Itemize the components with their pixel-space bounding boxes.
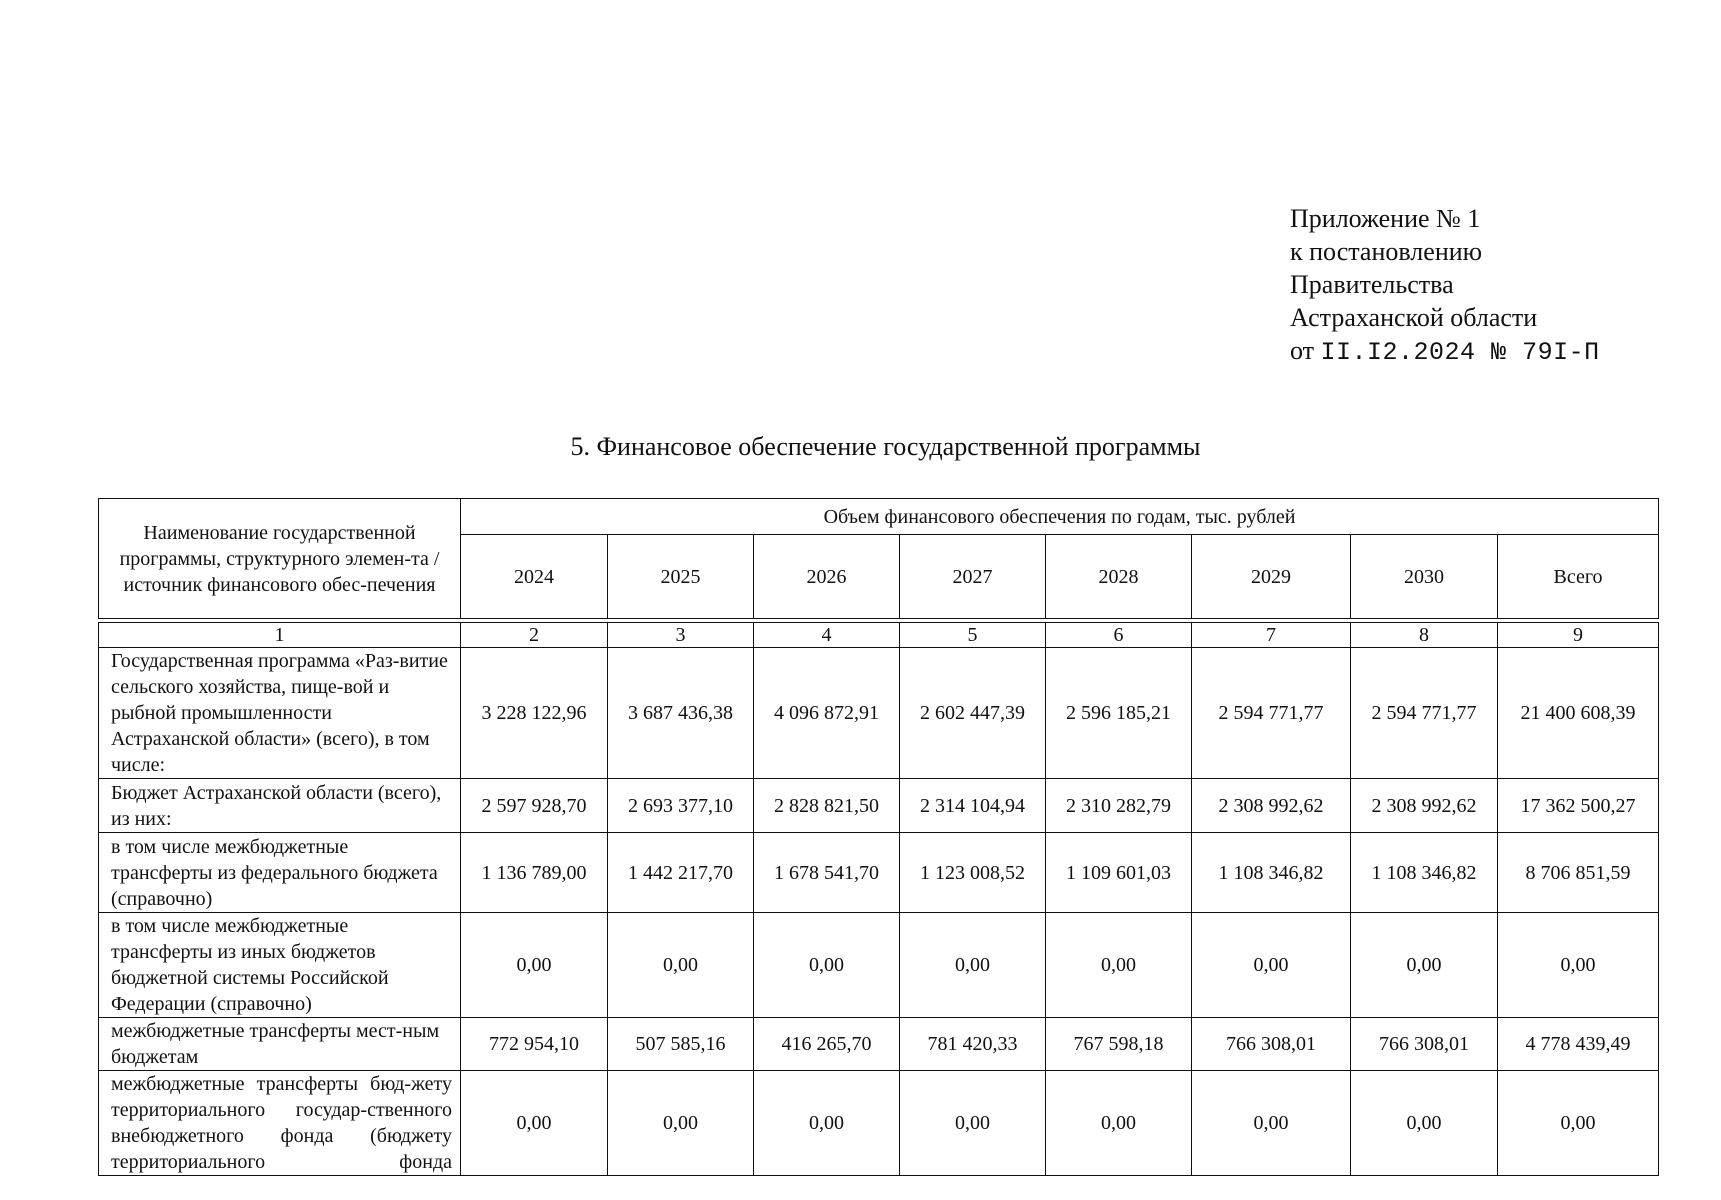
index-cell: 3 <box>608 623 754 648</box>
table-row <box>99 1071 1659 1176</box>
value-cell: 1 136 789,00 <box>461 833 608 913</box>
row-name: в том числе межбюджетные трансферты из федерального бюджета (справочно) <box>99 833 461 913</box>
value-cell: 2 693 377,10 <box>608 779 754 833</box>
value-cell: 0,00 <box>1351 1071 1498 1176</box>
table-row <box>99 648 1659 779</box>
row-name: в том числе межбюджетные трансферты из иных бюджетов бюджетной системы Российской Федерации (справочно) <box>99 913 461 1018</box>
value-cell: 0,00 <box>461 913 608 1018</box>
header-group-cell: Объем финансового обеспечения по годам, тыс. рублей <box>461 499 1659 535</box>
value-cell: 0,00 <box>608 1071 754 1176</box>
value-cell: 3 687 436,38 <box>608 648 754 779</box>
value-cell: 0,00 <box>608 913 754 1018</box>
header-year-2029: 2029 <box>1192 535 1351 619</box>
value-cell: 772 954,10 <box>461 1018 608 1071</box>
value-cell: 4 096 872,91 <box>754 648 900 779</box>
index-cell: 5 <box>900 623 1046 648</box>
annex-region: Астраханской области <box>1290 303 1538 332</box>
value-cell: 0,00 <box>1351 913 1498 1018</box>
value-cell: 0,00 <box>1498 913 1659 1018</box>
annex-date-line <box>1290 334 1600 369</box>
financing-table <box>98 498 1659 1176</box>
value-cell: 766 308,01 <box>1351 1018 1498 1071</box>
value-cell: 2 310 282,79 <box>1046 779 1192 833</box>
value-cell: 0,00 <box>900 1071 1046 1176</box>
value-cell: 8 706 851,59 <box>1498 833 1659 913</box>
value-cell: 17 362 500,27 <box>1498 779 1659 833</box>
value-cell: 2 596 185,21 <box>1046 648 1192 779</box>
index-cell: 6 <box>1046 623 1192 648</box>
value-cell: 2 594 771,77 <box>1192 648 1351 779</box>
header-year-2027: 2027 <box>900 535 1046 619</box>
value-cell: 4 778 439,49 <box>1498 1018 1659 1071</box>
table-row <box>99 1018 1659 1071</box>
value-cell: 1 108 346,82 <box>1192 833 1351 913</box>
value-cell: 416 265,70 <box>754 1018 900 1071</box>
annex-date-number: II.I2.2024 № 79I-П <box>1320 338 1600 367</box>
value-cell: 1 678 541,70 <box>754 833 900 913</box>
index-cell: 4 <box>754 623 900 648</box>
annex-block <box>1290 202 1600 369</box>
value-cell: 507 585,16 <box>608 1018 754 1071</box>
annex-number: Приложение № 1 <box>1290 204 1481 233</box>
value-cell: 3 228 122,96 <box>461 648 608 779</box>
value-cell: 0,00 <box>1192 913 1351 1018</box>
value-cell: 0,00 <box>1498 1071 1659 1176</box>
row-name: Бюджет Астраханской области (всего), из них: <box>99 779 461 833</box>
header-name-cell: Наименование государственной программы, структурного элемен-та / источник финансового обес-печения <box>99 499 461 619</box>
value-cell: 1 442 217,70 <box>608 833 754 913</box>
row-name: межбюджетные трансферты мест-ным бюджетам <box>99 1018 461 1071</box>
value-cell: 2 594 771,77 <box>1351 648 1498 779</box>
row-name: межбюджетные трансферты бюд-жету территориального государ-ственного внебюджетного фонда (бюджету территориального фонда <box>99 1071 461 1176</box>
header-year-2030: 2030 <box>1351 535 1498 619</box>
table-row <box>99 833 1659 913</box>
value-cell: 1 108 346,82 <box>1351 833 1498 913</box>
value-cell: 2 597 928,70 <box>461 779 608 833</box>
table-row <box>99 913 1659 1018</box>
value-cell: 2 308 992,62 <box>1351 779 1498 833</box>
index-cell: 1 <box>99 623 461 648</box>
header-year-2024: 2024 <box>461 535 608 619</box>
value-cell: 0,00 <box>900 913 1046 1018</box>
header-total: Всего <box>1498 535 1659 619</box>
annex-to-resolution: к постановлению <box>1290 237 1483 266</box>
index-cell: 8 <box>1351 623 1498 648</box>
header-year-2026: 2026 <box>754 535 900 619</box>
value-cell: 2 602 447,39 <box>900 648 1046 779</box>
annex-government: Правительства <box>1290 270 1454 299</box>
value-cell: 0,00 <box>461 1071 608 1176</box>
value-cell: 2 308 992,62 <box>1192 779 1351 833</box>
value-cell: 2 314 104,94 <box>900 779 1046 833</box>
value-cell: 1 123 008,52 <box>900 833 1046 913</box>
value-cell: 0,00 <box>1192 1071 1351 1176</box>
value-cell: 781 420,33 <box>900 1018 1046 1071</box>
table-row <box>99 779 1659 833</box>
value-cell: 21 400 608,39 <box>1498 648 1659 779</box>
header-year-2028: 2028 <box>1046 535 1192 619</box>
value-cell: 0,00 <box>754 913 900 1018</box>
value-cell: 766 308,01 <box>1192 1018 1351 1071</box>
header-year-2025: 2025 <box>608 535 754 619</box>
value-cell: 0,00 <box>754 1071 900 1176</box>
index-row <box>99 623 1659 648</box>
index-cell: 2 <box>461 623 608 648</box>
value-cell: 2 828 821,50 <box>754 779 900 833</box>
value-cell: 1 109 601,03 <box>1046 833 1192 913</box>
index-cell: 7 <box>1192 623 1351 648</box>
value-cell: 0,00 <box>1046 913 1192 1018</box>
index-cell: 9 <box>1498 623 1659 648</box>
annex-date-prefix: от <box>1290 336 1321 365</box>
section-title: 5. Финансовое обеспечение государственной программы <box>570 432 1201 461</box>
row-name: Государственная программа «Раз-витие сельского хозяйства, пище-вой и рыбной промышленности Астраханской области» (всего), в том числе: <box>99 648 461 779</box>
value-cell: 767 598,18 <box>1046 1018 1192 1071</box>
value-cell: 0,00 <box>1046 1071 1192 1176</box>
